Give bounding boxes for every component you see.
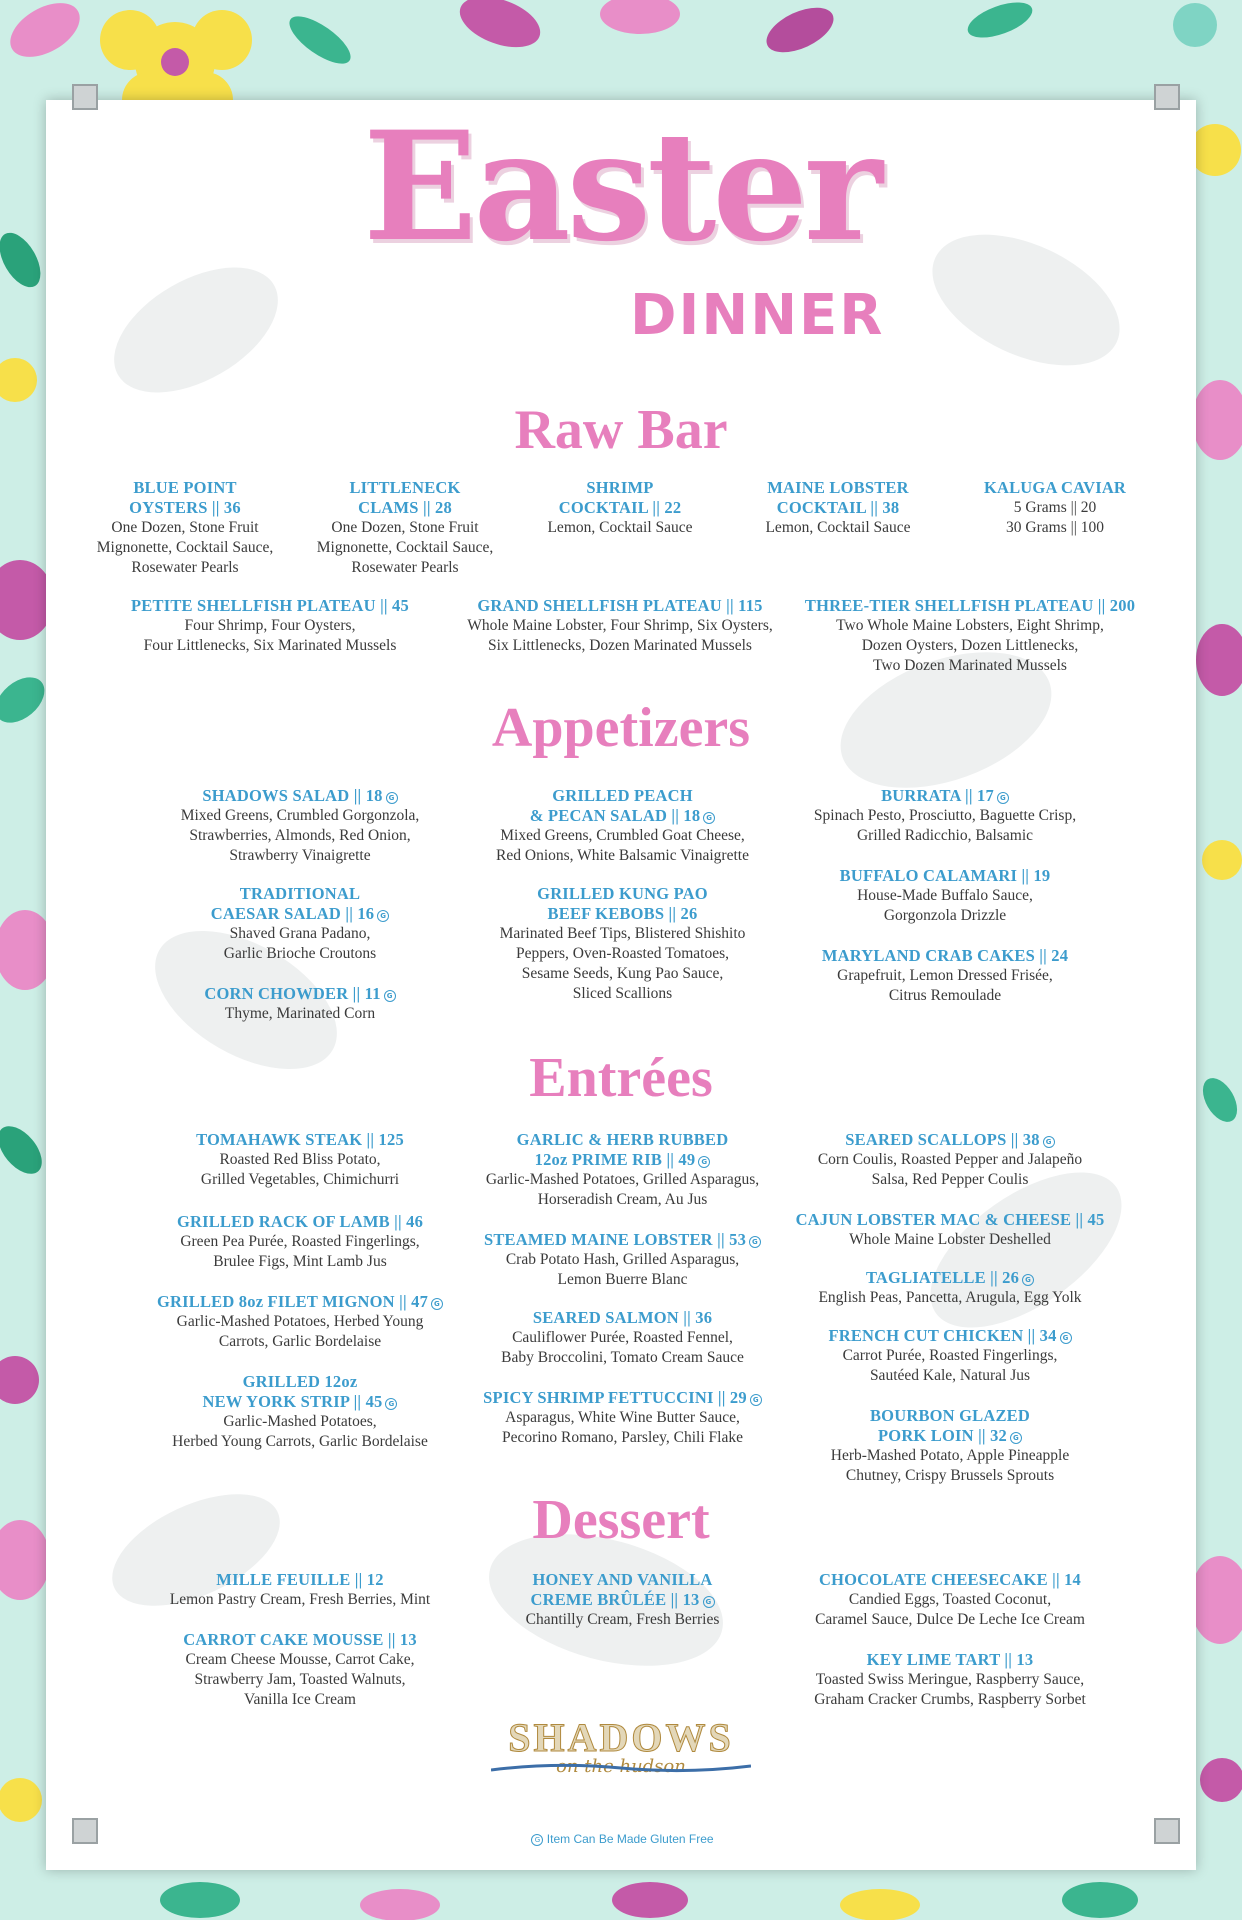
item-name: MAINE LOBSTER — [767, 478, 909, 497]
menu-item — [460, 1570, 785, 1630]
item-description: House-Made Buffalo Sauce, — [857, 887, 1033, 904]
item-name: 12oz PRIME RIB || 49 G — [460, 1150, 785, 1170]
item-description: Pecorino Romano, Parsley, Chili Flake — [502, 1429, 743, 1446]
item-description: Green Pea Purée, Roasted Fingerlings, — [180, 1233, 420, 1250]
item-description: Sautéed Kale, Natural Jus — [869, 1367, 1031, 1384]
item-description: Asparagus, White Wine Butter Sauce, — [505, 1409, 740, 1426]
item-name: CHOCOLATE CHEESECAKE || 14 — [819, 1570, 1081, 1589]
item-name: SHADOWS SALAD || 18 G — [150, 786, 450, 806]
item-description: Grilled Vegetables, Chimichurri — [200, 1171, 400, 1188]
item-name: GRILLED PEACH — [552, 786, 693, 805]
page-subtitle: DINNER — [630, 283, 885, 348]
gluten-free-icon: G — [377, 910, 389, 922]
item-description: Red Onions, White Balsamic Vinaigrette — [496, 847, 749, 864]
item-description: Herbed Young Carrots, Garlic Bordelaise — [172, 1433, 428, 1450]
section-title-appetizers: Appetizers — [491, 697, 751, 759]
item-description: Rosewater Pearls — [131, 559, 239, 576]
item-description: Chutney, Crispy Brussels Sprouts — [845, 1467, 1055, 1484]
gluten-free-icon: G — [997, 792, 1009, 804]
item-description: Candied Eggs, Toasted Coconut, — [848, 1591, 1052, 1608]
item-name: GRILLED KUNG PAO — [537, 884, 708, 903]
item-description: Vanilla Ice Cream — [244, 1691, 356, 1708]
section-title-dessert: Dessert — [532, 1489, 710, 1551]
menu-item — [460, 884, 785, 1004]
gluten-free-icon: G — [1010, 1432, 1022, 1444]
item-description: Carrot Purée, Roasted Fingerlings, — [842, 1347, 1058, 1364]
item-description: Shaved Grana Padano, — [229, 925, 371, 942]
gluten-free-icon: G — [749, 1236, 761, 1248]
item-description: Baby Broccolini, Tomato Cream Sauce — [501, 1349, 744, 1366]
menu-item — [305, 478, 505, 578]
item-description: Lemon, Cocktail Sauce — [765, 519, 911, 536]
item-description: Strawberries, Almonds, Red Onion, — [189, 827, 411, 844]
item-name: BURRATA || 17 G — [790, 786, 1100, 806]
item-name: TRADITIONAL — [239, 884, 361, 903]
menu-item — [120, 596, 420, 656]
menu-item — [790, 1130, 1110, 1190]
menu-item — [150, 786, 450, 866]
item-name: BEEF KEBOBS || 26 — [547, 904, 698, 923]
menu-item — [460, 1308, 785, 1368]
item-description: Sesame Seeds, Kung Pao Sauce, — [521, 965, 724, 982]
frame-corner-top-left — [72, 84, 98, 110]
menu-item — [520, 478, 720, 538]
frame-corner-top-right — [1154, 84, 1180, 110]
item-description: Spinach Pesto, Prosciutto, Baguette Crisp, — [813, 807, 1077, 824]
item-description: Carrots, Garlic Bordelaise — [218, 1333, 382, 1350]
item-name: COCKTAIL || 38 — [776, 498, 900, 517]
item-name: SEARED SCALLOPS || 38 G — [790, 1130, 1110, 1150]
menu-item — [790, 946, 1100, 1006]
item-description: Salsa, Red Pepper Coulis — [871, 1171, 1029, 1188]
item-name: KALUGA CAVIAR — [983, 478, 1127, 497]
logo-wave-icon — [491, 1762, 751, 1774]
item-description: Garlic-Mashed Potatoes, Grilled Asparagus, — [485, 1171, 760, 1188]
item-description: 5 Grams || 20 — [1013, 499, 1097, 516]
menu-item — [790, 1650, 1110, 1710]
item-description: Dozen Oysters, Dozen Littlenecks, — [861, 637, 1079, 654]
gluten-free-icon: G — [431, 1298, 443, 1310]
item-description: Grapefruit, Lemon Dressed Frisée, — [837, 967, 1053, 984]
section-title-raw-bar: Raw Bar — [514, 399, 728, 461]
item-name: PETITE SHELLFISH PLATEAU || 45 — [131, 596, 409, 615]
item-description: Whole Maine Lobster, Four Shrimp, Six Oysters, — [467, 617, 773, 634]
item-name: CARROT CAKE MOUSSE || 13 — [183, 1630, 417, 1649]
gluten-free-icon: G — [384, 990, 396, 1002]
menu-item — [790, 786, 1100, 846]
item-description: Garlic Brioche Croutons — [223, 945, 377, 962]
menu-item — [460, 1130, 785, 1210]
item-name: OYSTERS || 36 — [129, 498, 241, 517]
menu-item — [790, 1268, 1110, 1308]
menu-item — [460, 786, 785, 866]
item-name: FRENCH CUT CHICKEN || 34 G — [790, 1326, 1110, 1346]
item-name: COCKTAIL || 22 — [558, 498, 682, 517]
item-description: Crab Potato Hash, Grilled Asparagus, — [505, 1251, 740, 1268]
item-description: Mixed Greens, Crumbled Goat Cheese, — [500, 827, 745, 844]
gluten-free-icon: G — [1043, 1136, 1055, 1148]
menu-item — [150, 1212, 450, 1272]
menu-item — [445, 596, 795, 656]
item-description: One Dozen, Stone Fruit — [331, 519, 479, 536]
item-name: MARYLAND CRAB CAKES || 24 — [821, 946, 1069, 965]
menu-item — [460, 1230, 785, 1290]
item-description: Four Littlenecks, Six Marinated Mussels — [143, 637, 397, 654]
item-description: Cauliflower Purée, Roasted Fennel, — [512, 1329, 733, 1346]
item-description: 30 Grams || 100 — [1006, 519, 1104, 536]
item-name: PORK LOIN || 32 G — [790, 1426, 1110, 1446]
menu-item — [790, 866, 1100, 926]
restaurant-logo — [0, 1715, 1242, 1777]
menu-item — [790, 1326, 1110, 1386]
item-name: LITTLENECK — [349, 478, 461, 497]
item-description: One Dozen, Stone Fruit — [111, 519, 259, 536]
item-description: Roasted Red Bliss Potato, — [219, 1151, 381, 1168]
item-description: Strawberry Jam, Toasted Walnuts, — [194, 1671, 406, 1688]
item-description: Mignonette, Cocktail Sauce, — [96, 539, 274, 556]
item-description: Citrus Remoulade — [888, 987, 1002, 1004]
item-name: CLAMS || 28 — [358, 498, 452, 517]
item-description: Whole Maine Lobster Deshelled — [849, 1231, 1051, 1248]
item-name: CORN CHOWDER || 11 G — [150, 984, 450, 1004]
gluten-free-icon: G — [750, 1394, 762, 1406]
item-description: Corn Coulis, Roasted Pepper and Jalapeño — [817, 1151, 1083, 1168]
item-name: THREE-TIER SHELLFISH PLATEAU || 200 — [804, 596, 1136, 615]
menu-item — [460, 1388, 785, 1448]
item-description: Graham Cracker Crumbs, Raspberry Sorbet — [814, 1691, 1086, 1708]
item-description: Marinated Beef Tips, Blistered Shishito — [499, 925, 746, 942]
gluten-free-icon: G — [385, 1398, 397, 1410]
item-description: Chantilly Cream, Fresh Berries — [525, 1611, 720, 1628]
item-description: Lemon, Cocktail Sauce — [547, 519, 693, 536]
menu-item — [738, 478, 938, 538]
item-description: Horseradish Cream, Au Jus — [537, 1191, 708, 1208]
item-name: STEAMED MAINE LOBSTER || 53 G — [460, 1230, 785, 1250]
item-description: Rosewater Pearls — [351, 559, 459, 576]
item-name: GRAND SHELLFISH PLATEAU || 115 — [477, 596, 763, 615]
item-description: Gorgonzola Drizzle — [883, 907, 1007, 924]
item-name: CREME BRÛLÉE || 13 G — [460, 1590, 785, 1610]
item-description: Garlic-Mashed Potatoes, Herbed Young — [176, 1313, 424, 1330]
gluten-free-icon: G — [1060, 1332, 1072, 1344]
item-description: Six Littlenecks, Dozen Marinated Mussels — [488, 637, 752, 654]
menu-item — [150, 984, 450, 1024]
item-name: GRILLED 8oz FILET MIGNON || 47 G — [150, 1292, 450, 1312]
item-description: Toasted Swiss Meringue, Raspberry Sauce, — [815, 1671, 1085, 1688]
gluten-free-footnote — [0, 1832, 1242, 1846]
item-description: Herb-Mashed Potato, Apple Pineapple — [830, 1447, 1070, 1464]
menu-item — [790, 1570, 1110, 1630]
item-name: SHRIMP — [586, 478, 654, 497]
menu-item — [790, 1406, 1110, 1486]
logo-main-text: SHADOWS — [508, 1715, 734, 1760]
menu-item — [150, 1372, 450, 1452]
item-description: Garlic-Mashed Potatoes, — [223, 1413, 377, 1430]
menu-item — [150, 1630, 450, 1710]
item-description: Thyme, Marinated Corn — [224, 1005, 376, 1022]
gluten-free-icon: G — [386, 792, 398, 804]
item-name: BOURBON GLAZED — [869, 1406, 1031, 1425]
item-description: Caramel Sauce, Dulce De Leche Ice Cream — [815, 1611, 1085, 1628]
menu-item — [790, 1210, 1110, 1250]
item-description: Lemon Pastry Cream, Fresh Berries, Mint — [169, 1591, 431, 1608]
item-description: Four Shrimp, Four Oysters, — [184, 617, 356, 634]
menu-item — [150, 1292, 450, 1352]
menu-item — [150, 1570, 450, 1610]
item-description: Sliced Scallions — [572, 985, 673, 1002]
page-title: Easter — [363, 99, 879, 275]
item-description: Cream Cheese Mousse, Carrot Cake, — [185, 1651, 415, 1668]
item-name: GRILLED 12oz — [242, 1372, 358, 1391]
item-name: BLUE POINT — [133, 478, 237, 497]
gluten-free-icon: G — [531, 1834, 543, 1846]
item-name: NEW YORK STRIP || 45 G — [150, 1392, 450, 1412]
logo-script-text: on the hudson — [556, 1756, 686, 1777]
item-description: Peppers, Oven-Roasted Tomatoes, — [515, 945, 729, 962]
item-name: GRILLED RACK OF LAMB || 46 — [176, 1212, 424, 1231]
item-name: TOMAHAWK STEAK || 125 — [196, 1130, 404, 1149]
item-description: Strawberry Vinaigrette — [229, 847, 371, 864]
item-name: GARLIC & HERB RUBBED — [516, 1130, 729, 1149]
gluten-free-icon: G — [703, 812, 715, 824]
item-name: SEARED SALMON || 36 — [532, 1308, 713, 1327]
footnote-text: Item Can Be Made Gluten Free — [546, 1832, 714, 1846]
menu-item — [85, 478, 285, 578]
item-description: Two Whole Maine Lobsters, Eight Shrimp, — [836, 617, 1104, 634]
menu-item — [150, 884, 450, 964]
item-name: CAESAR SALAD || 16 G — [150, 904, 450, 924]
menu-item — [955, 478, 1155, 538]
gluten-free-icon: G — [1022, 1274, 1034, 1286]
item-name: & PECAN SALAD || 18 G — [460, 806, 785, 826]
section-title-entrees: Entrées — [529, 1047, 713, 1109]
item-description: English Peas, Pancetta, Arugula, Egg Yolk — [818, 1289, 1082, 1306]
item-description: Mixed Greens, Crumbled Gorgonzola, — [180, 807, 420, 824]
gluten-free-icon: G — [698, 1156, 710, 1168]
gluten-free-icon: G — [703, 1596, 715, 1608]
item-name: MILLE FEUILLE || 12 — [216, 1570, 384, 1589]
item-name: TAGLIATELLE || 26 G — [790, 1268, 1110, 1288]
item-name: BUFFALO CALAMARI || 19 — [839, 866, 1051, 885]
item-description: Lemon Buerre Blanc — [557, 1271, 688, 1288]
item-name: CAJUN LOBSTER MAC & CHEESE || 45 — [795, 1210, 1105, 1229]
item-description: Brulee Figs, Mint Lamb Jus — [213, 1253, 387, 1270]
item-name: HONEY AND VANILLA — [532, 1570, 713, 1589]
item-description: Grilled Radicchio, Balsamic — [856, 827, 1034, 844]
item-name: KEY LIME TART || 13 — [866, 1650, 1034, 1669]
menu-item — [150, 1130, 450, 1190]
item-name: SPICY SHRIMP FETTUCCINI || 29 G — [460, 1388, 785, 1408]
menu-item — [800, 596, 1140, 676]
item-description: Mignonette, Cocktail Sauce, — [316, 539, 494, 556]
item-description: Two Dozen Marinated Mussels — [873, 657, 1067, 674]
